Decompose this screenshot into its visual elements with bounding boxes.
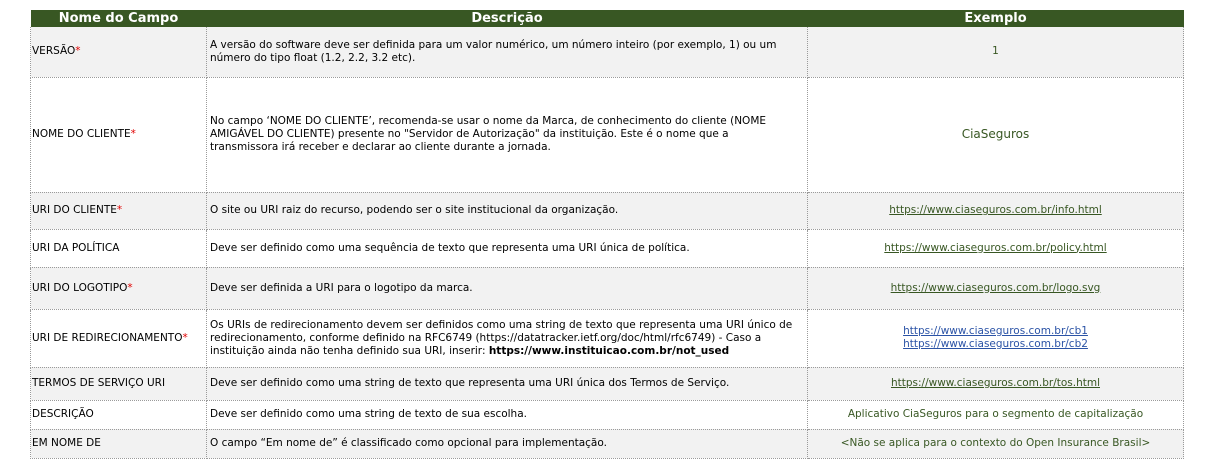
example-cell: [808, 27, 1184, 77]
example-value: <Não se aplica para o contexto do Open Insurance Brasil>: [840, 437, 1151, 449]
required-mark: *: [75, 45, 81, 58]
table-row: [31, 309, 1184, 367]
required-mark: *: [130, 128, 136, 140]
field-name: URI DE REDIRECIONAMENTO: [32, 331, 183, 344]
table-row: [31, 27, 1184, 77]
table-row: [31, 77, 1184, 192]
table-row: [31, 429, 1184, 458]
example-link[interactable]: https://www.ciaseguros.com.br/policy.html: [884, 241, 1107, 254]
field-name: URI DO LOGOTIPO: [32, 281, 128, 294]
description-text: No campo ‘NOME DO CLIENTE’, recomenda-se usar o nome da Marca, de conhecimento do cliente (NOME AMIGÁVEL DO CLIENTE) presente no "Servidor de Autorização" da instituição. Este é o nome que a transmissora irá receber e declarar ao cliente durante a jornada.: [210, 115, 767, 153]
fields-table: [30, 10, 1184, 459]
description-cell: [207, 77, 808, 192]
example-value: CiaSeguros: [961, 126, 1030, 141]
example-cell: [808, 267, 1184, 309]
description-cell: Deve ser definido como uma string de texto que representa uma URI única dos Termos de Serviço.: [207, 367, 808, 400]
description-cell: O site ou URI raiz do recurso, podendo ser o site institucional da organização.: [207, 192, 808, 229]
field-name-cell: [31, 429, 207, 458]
example-cell: [808, 367, 1184, 400]
example-value: Aplicativo CiaSeguros para o segmento de capitalização: [847, 408, 1144, 420]
description-cell: Deve ser definido como uma sequência de texto que representa uma URI única de política.: [207, 229, 808, 267]
header-example: Exemplo: [808, 10, 1184, 27]
table-row: [31, 192, 1184, 229]
example-link[interactable]: https://www.ciaseguros.com.br/logo.svg: [890, 281, 1101, 294]
description-cell: [207, 309, 808, 367]
example-cell: [808, 77, 1184, 192]
example-cell: [808, 229, 1184, 267]
required-mark: *: [182, 331, 188, 344]
example-value: 1: [992, 45, 999, 58]
example-link[interactable]: https://www.ciaseguros.com.br/tos.html: [890, 377, 1100, 389]
example-link-cb2[interactable]: https://www.ciaseguros.com.br/cb2: [903, 338, 1088, 350]
table-row: [31, 229, 1184, 267]
field-name-cell: [31, 229, 207, 267]
example-link-cb1[interactable]: https://www.ciaseguros.com.br/cb1: [903, 325, 1088, 337]
required-mark: *: [116, 204, 123, 216]
header-field: Nome do Campo: [31, 10, 207, 27]
field-name-cell: [31, 367, 207, 400]
description-cell: O campo “Em nome de” é classificado como opcional para implementação.: [207, 429, 808, 458]
field-name: EM NOME DE: [32, 437, 101, 449]
example-link[interactable]: https://www.ciaseguros.com.br/info.html: [889, 204, 1102, 216]
table-row: [31, 367, 1184, 400]
table-row: [31, 267, 1184, 309]
description-cell: Deve ser definida a URI para o logotipo da marca.: [207, 267, 808, 309]
example-cell: [808, 400, 1184, 429]
field-name: NOME DO CLIENTE: [32, 128, 131, 140]
description-cell: A versão do software deve ser definida para um valor numérico, um número inteiro (por exemplo, 1) ou um número do tipo float (1.2, 2.2, 3.2 etc).: [207, 27, 808, 77]
field-name: TERMOS DE SERVIÇO URI: [32, 377, 166, 389]
required-mark: *: [127, 281, 133, 294]
table-row: [31, 400, 1184, 429]
field-name-cell: [31, 400, 207, 429]
example-cell: [808, 192, 1184, 229]
table-header-row: [31, 10, 1184, 27]
description-text: Os URIs de redirecionamento devem ser definidos como uma string de texto que representa uma URI único de redirecionamento, conforme definido na RFC6749 (https://datatracker.ietf.org/doc/html/rfc6749) - Caso a instituição ainda não tenha definido sua URI, inserir:: [210, 318, 793, 357]
field-name-cell: [31, 267, 207, 309]
fields-table-container: [30, 10, 1183, 459]
example-cell: [808, 309, 1184, 367]
description-bold-url: https://www.instituicao.com.br/not_used: [488, 344, 730, 357]
description-cell: Deve ser definido como uma string de texto de sua escolha.: [207, 400, 808, 429]
field-name-cell: [31, 27, 207, 77]
field-name: VERSÃO: [32, 45, 76, 58]
field-name: DESCRIÇÃO: [32, 408, 94, 420]
field-name: URI DA POLÍTICA: [32, 241, 120, 254]
field-name: URI DO CLIENTE: [32, 204, 117, 216]
example-cell: [808, 429, 1184, 458]
field-name-cell: [31, 77, 207, 192]
field-name-cell: [31, 192, 207, 229]
field-name-cell: [31, 309, 207, 367]
header-description: Descrição: [207, 10, 808, 27]
